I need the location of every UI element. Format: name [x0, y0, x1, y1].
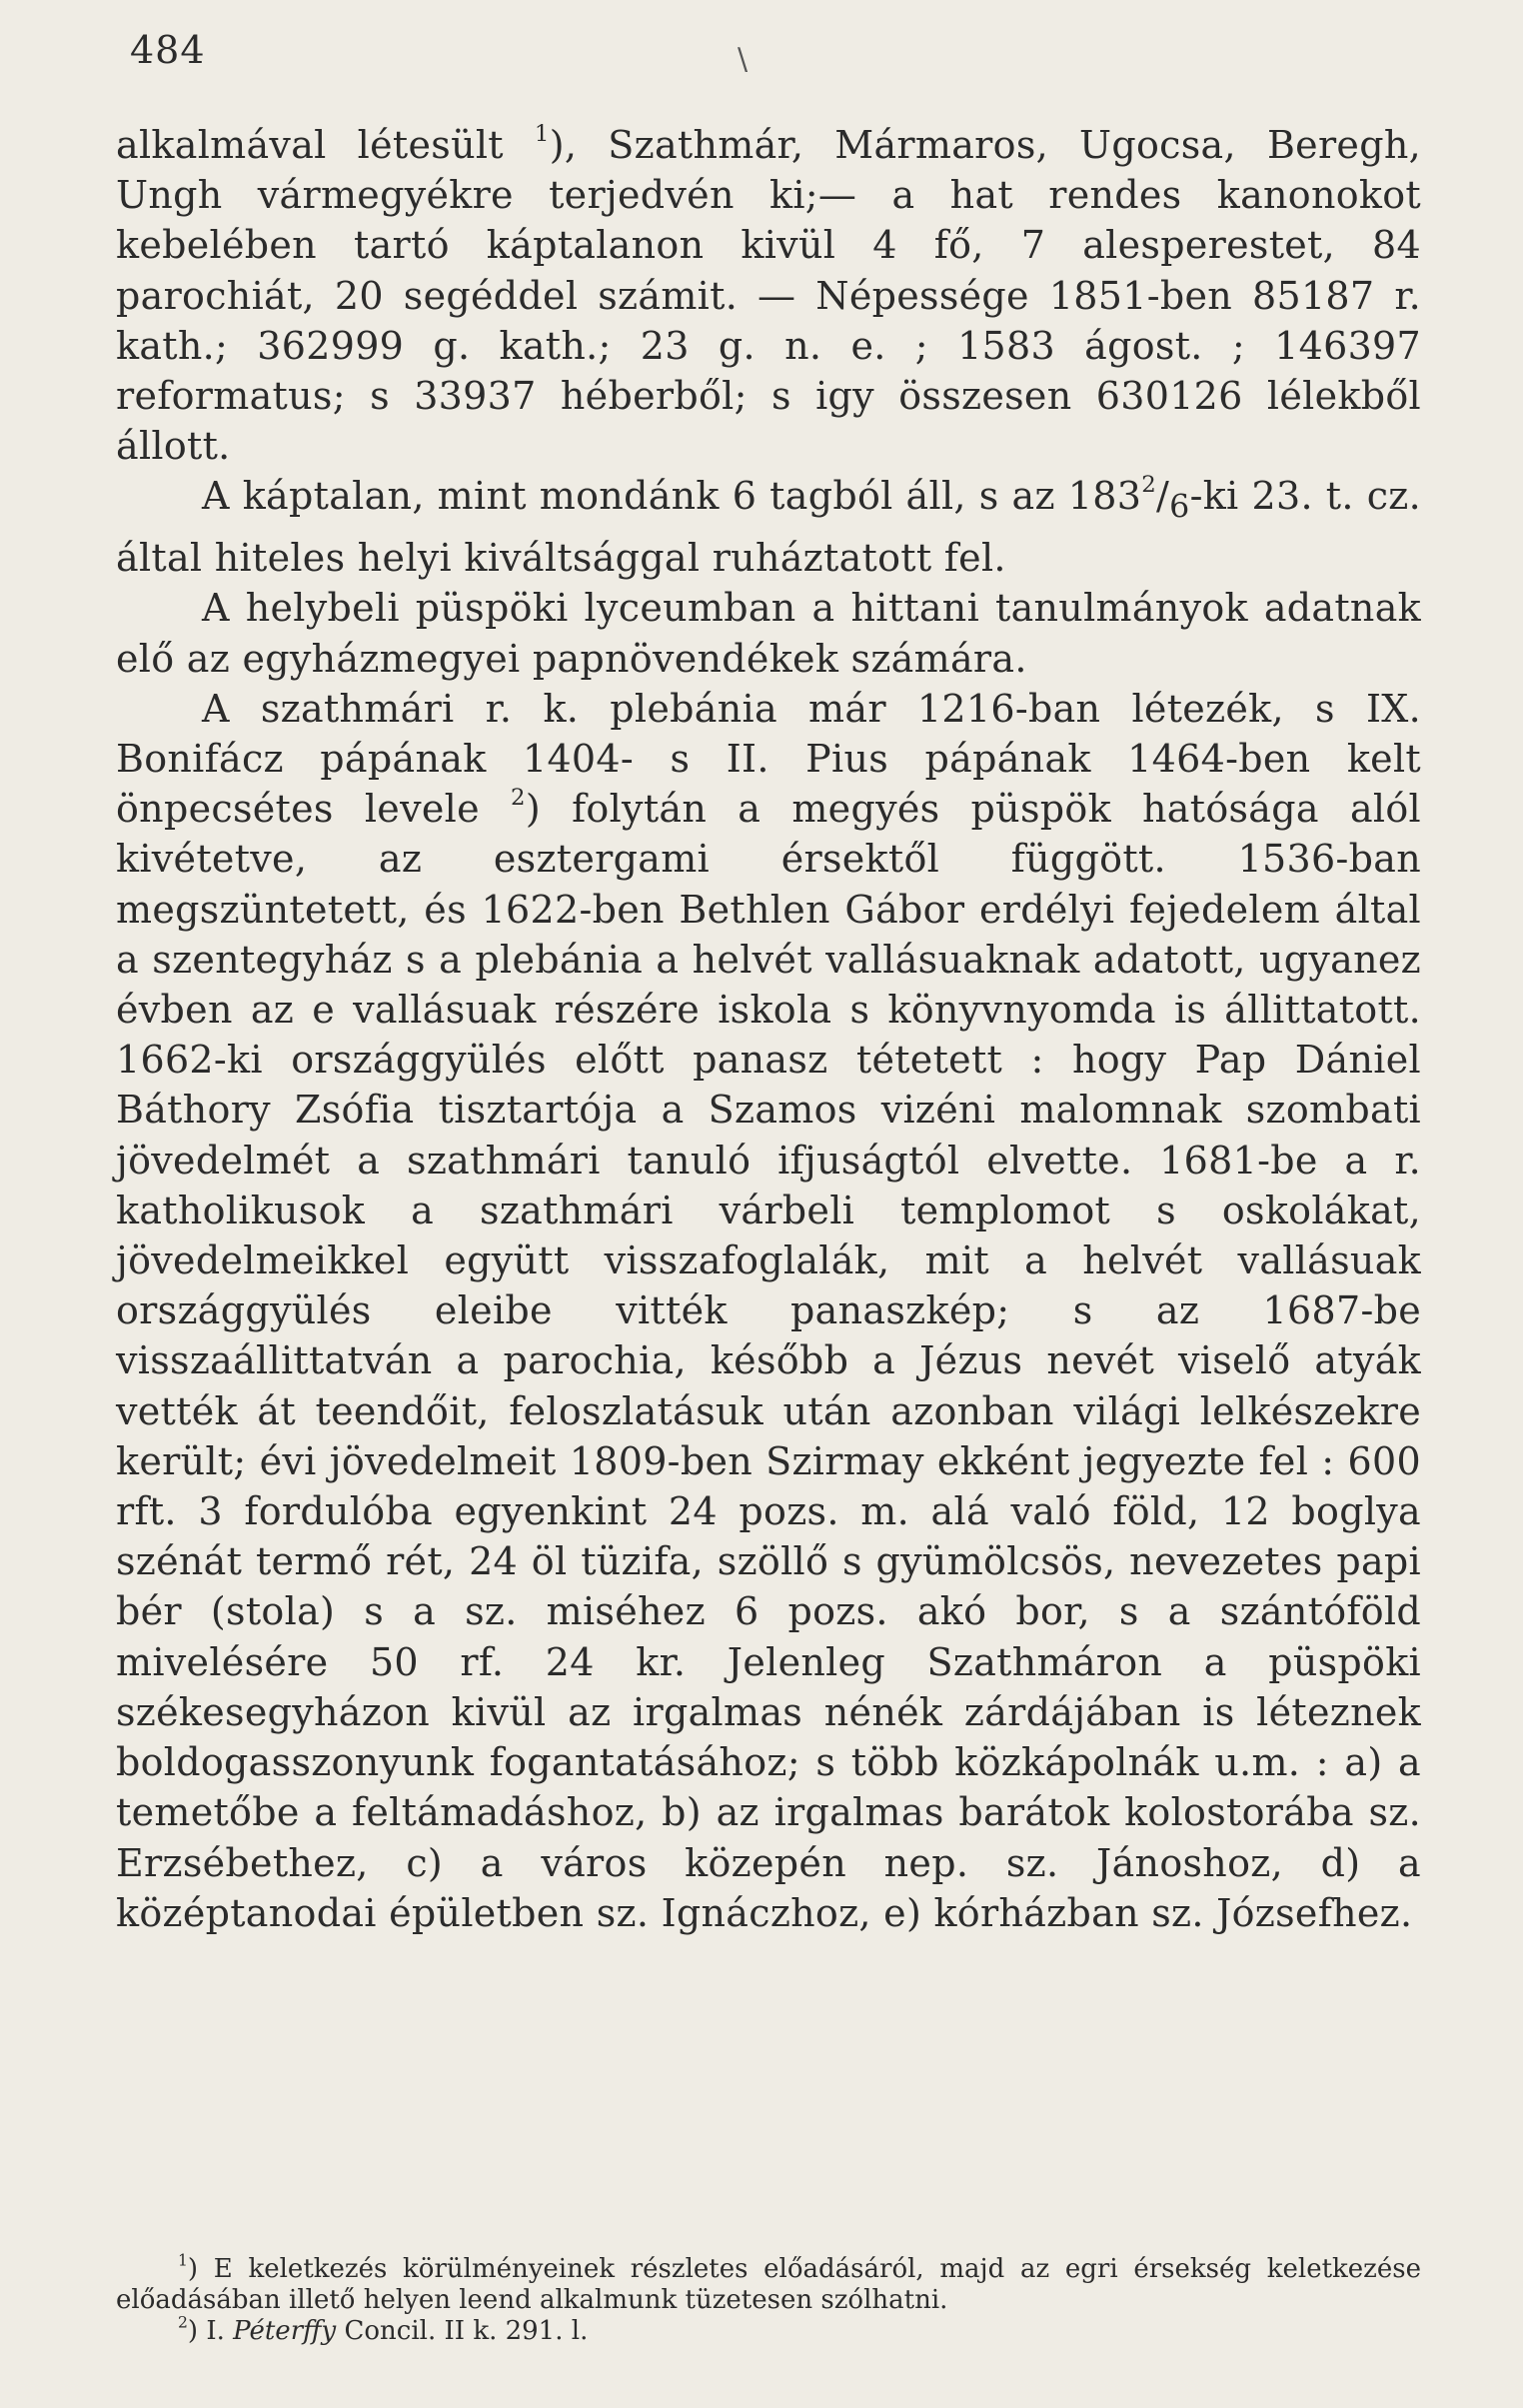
footnotes — [116, 2251, 1421, 2347]
main-text — [116, 120, 1421, 1938]
footnote-ref-2: 2 — [511, 785, 526, 812]
footnote-1 — [116, 2251, 1421, 2316]
paragraph-1 — [116, 120, 1421, 471]
footnote-2-marker: 2 — [178, 2313, 188, 2332]
fraction-slash: / — [1156, 474, 1170, 519]
fraction-denominator: 6 — [1169, 490, 1190, 527]
footnote-2-text-b: Concil. II k. 291. l. — [336, 2316, 589, 2346]
fraction-numerator: 2 — [1141, 472, 1157, 499]
paragraph-2-text-a: A káptalan, mint mondánk 6 tagból áll, s az 183 — [202, 474, 1142, 519]
footnote-1-marker: 1 — [178, 2251, 188, 2270]
footnote-ref-1: 1 — [534, 120, 550, 147]
margin-mark: \ — [738, 42, 749, 77]
footnote-2 — [116, 2313, 1421, 2347]
paragraph-3: A helybeli püspöki lyceumban a hittani tanulmányok adatnak elő az egyházmegyei papnövendékek számára. — [116, 586, 1421, 681]
paragraph-4-text-b: ) folytán a megyés püspök hatósága alól kivétetve, az esztergami érsektől függött. 1536-ban megszüntetett, és 1622-ben Bethlen Gábor erdélyi fejedelem által a szentegyház s a plebánia a helvét vallásuaknak adatott, ugyanez évben az e vallásuak részére iskola s könyvnyomda is állittatott. 1662-ki országgyülés előtt panasz tétetett : hogy Pap Dániel Báthory Zsófia tisztartója a Szamos vizéni malomnak szombati jövedelmét a szathmári tanuló ifjuságtól elvette. 1681-be a r. katholikusok a szathmári várbeli templomot s oskolákat, jövedelmeikkel együtt visszafoglalák, mit a helvét vallásuak országgyülés eleibe vitték panaszkép; s az 1687-be visszaállittatván a parochia, később a Jézus nevét viselő atyák vették át teendőit, feloszlatásuk után azonban világi lelkészekre került; évi jövedelmeit 1809-ben Szirmay ekként jegyezte fel : 600 rft. 3 fordulóba egyenkint 24 pozs. m. alá való föld, 12 boglya szénát termő rét, 24 öl tüzifa, szöllő s gyümölcsös, nevezetes papi bér (stola) s a sz. miséhez 6 pozs. akó bor, s a szántóföld mivelésére 50 rf. 24 kr. Jelenleg Szathmáron a püspöki székesegyházon kivül az irgalmas nénék zárdájában is léteznek boldogasszonyunk fogantatásához; s több közkápolnák u.m. : a) a temetőbe a feltámadáshoz, b) az irgalmas barátok kolostorába sz. Erzsébethez, c) a város közepén nep. sz. Jánoshoz, d) a középtanodai épületben sz. Ignáczhoz, e) kórházban sz. Józsefhez. — [116, 787, 1421, 1935]
paragraph-2-text-c: -ki 23. t. cz. által hiteles helyi kiváltsággal ruháztatott fel. — [116, 474, 1421, 581]
footnote-2-author: Péterffy — [233, 2316, 337, 2346]
paragraph-2 — [116, 471, 1421, 583]
paragraph-4-text-a: A szathmári r. k. plebánia már 1216-ban létezék, s IX. Bonifácz pápának 1404- s II. Pius pápának 1464-ben kelt önpecsétes levele — [116, 686, 1421, 832]
footnote-2-text-a: ) I. — [187, 2316, 234, 2346]
paragraph-1-text-b: ), Szathmár, Mármaros, Ugocsa, Beregh, Ungh vármegyékre terjedvén ki;— a hat rendes kanonokot kebelében tartó káptalanon kivül 4 fő, 7 alesperestet, 84 parochiát, 20 segéddel számit. — Népessége 1851-ben 85187 r. kath.; 362999 g. kath.; 23 g. n. e. ; 1583 ágost. ; 146397 reformatus; s 33937 héberből; s igy összesen 630126 lélekből állott. — [116, 123, 1421, 469]
footnote-1-text: ) E keletkezés körülményeinek részletes előadásáról, majd az egri érsekség keletkezése előadásában illető helyen leend alkalmunk tüzetesen szólhatni. — [116, 2254, 1421, 2315]
page-number: 484 — [130, 28, 206, 72]
paragraph-1-text-a: alkalmával létesült — [116, 123, 535, 167]
paragraph-4 — [116, 684, 1421, 1938]
